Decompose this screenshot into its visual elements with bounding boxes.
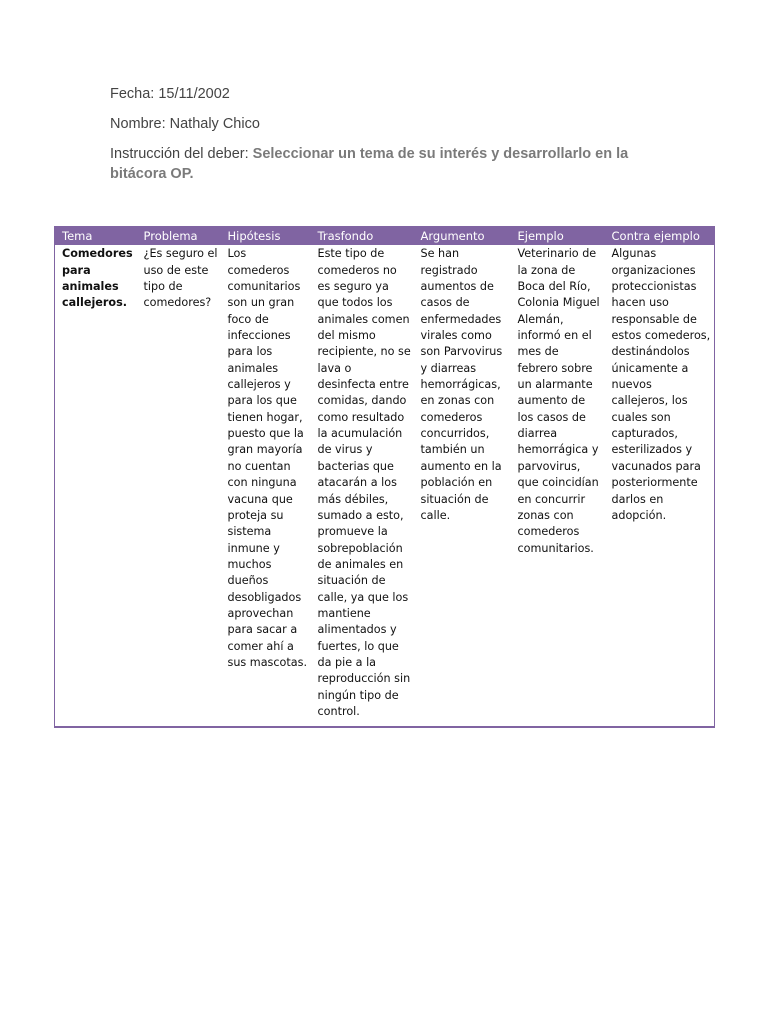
name-line: Nombre: Nathaly Chico	[110, 116, 260, 132]
cell-hipotesis: Los comederos comunitarios son un gran foco de infecciones para los animales callejeros y para los que tienen hogar, puesto que la gran mayoría no cuentan con ninguna vacuna que proteja su sistema inmune y muchos dueños desobligados aprovechan para sacar a comer ahí a sus mascotas.	[221, 245, 311, 727]
table-row	[55, 245, 715, 727]
instruction-line	[110, 144, 650, 184]
cell-argumento: Se han registrado aumentos de casos de enfermedades virales como son Parvovirus y diarreas hemorrágicas, en zonas con comederos concurridos, también un aumento en la población en situación de calle.	[414, 245, 511, 727]
instruction-text: Seleccionar un tema de su interés y desarrollarlo en la bitácora OP.	[110, 146, 629, 182]
cell-tema: Comedores para animales callejeros.	[55, 245, 137, 727]
cell-contra-ejemplo: Algunas organizaciones proteccionistas hacen uso responsable de estos comederos, destinándolos únicamente a nuevos callejeros, los cuales son capturados, esterilizados y vacunados para posteriormente darlos en adopción.	[605, 245, 715, 727]
cell-trasfondo: Este tipo de comederos no es seguro ya que todos los animales comen del mismo recipiente, no se lava o desinfecta entre comidas, dando como resultado la acumulación de virus y bacterias que atacarán a los más débiles, sumado a esto, promueve la sobrepoblación de animales en situación de calle, ya que los mantiene alimentados y fuertes, lo que da pie a la reproducción sin ningún tipo de control.	[311, 245, 414, 727]
assignment-table	[54, 226, 715, 728]
table-header-row	[55, 227, 715, 246]
instruction-label: Instrucción del deber:	[110, 146, 253, 162]
cell-problema: ¿Es seguro el uso de este tipo de comedores?	[137, 245, 221, 727]
column-header-trasfondo: Trasfondo	[311, 227, 414, 246]
column-header-argumento: Argumento	[414, 227, 511, 246]
column-header-contra-ejemplo: Contra ejemplo	[605, 227, 715, 246]
column-header-hipotesis: Hipótesis	[221, 227, 311, 246]
date-line: Fecha: 15/11/2002	[110, 86, 230, 102]
column-header-ejemplo: Ejemplo	[511, 227, 605, 246]
column-header-tema: Tema	[55, 227, 137, 246]
cell-ejemplo: Veterinario de la zona de Boca del Río, Colonia Miguel Alemán, informó en el mes de febrero sobre un alarmante aumento de los casos de diarrea hemorrágica y parvovirus, que coincidían en concurrir zonas con comederos comunitarios.	[511, 245, 605, 727]
column-header-problema: Problema	[137, 227, 221, 246]
